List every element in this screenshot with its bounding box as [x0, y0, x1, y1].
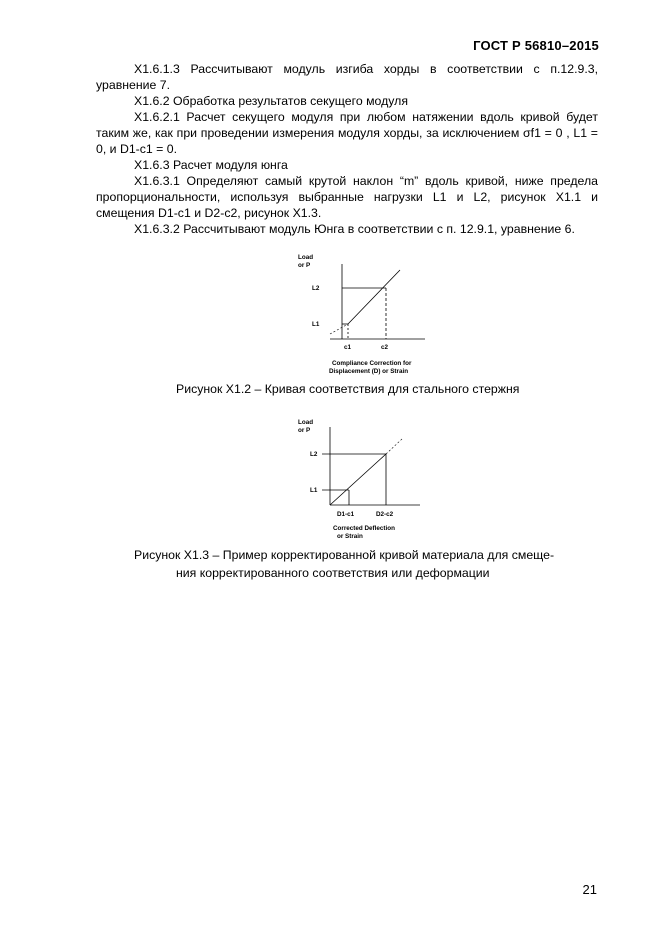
- figure-x1-2-diagram: [290, 252, 440, 377]
- paragraph-x1-6-1-3: Х1.6.1.3 Рассчитывают модуль изгиба хорды в соответствии с п.12.9.3, уравнение 7.: [96, 62, 598, 92]
- fig2-tick-d1-c1: D1-c1: [337, 511, 355, 518]
- figure-x1-3-diagram: [290, 417, 440, 542]
- figure-x1-2: [290, 252, 440, 382]
- figure-x1-3: [290, 417, 440, 547]
- fig1-y-label-line2: or P: [298, 262, 311, 269]
- fig2-y-label-line2: or P: [298, 427, 311, 434]
- fig1-tick-l2: L2: [312, 285, 320, 292]
- fig1-linear-curve: [348, 270, 400, 324]
- fig1-tick-c2: c2: [381, 344, 389, 351]
- fig2-x-label-line1: Corrected Deflection: [333, 525, 395, 532]
- figure-x1-2-caption: Рисунок Х1.2 – Кривая соответствия для стального стержня: [176, 382, 520, 396]
- page-number: 21: [582, 882, 597, 897]
- fig2-x-label-line2: or Strain: [337, 533, 363, 540]
- fig1-tick-c1: c1: [344, 344, 352, 351]
- paragraph-x1-6-3-1: Х1.6.3.1 Определяют самый крутой наклон “m” вдоль кривой, ниже предела пропорциональности, используя выбранные нагрузки L1 и L2, рисунок Х1.1 и смещения D1-c1 и D2-c2, рисунок Х1.3.: [96, 174, 598, 220]
- fig2-tick-d2-c2: D2-c2: [376, 511, 394, 518]
- fig1-x-label-line1: Compliance Correction for: [332, 360, 412, 367]
- fig1-curve-toe: [330, 324, 348, 334]
- fig1-tick-l1: L1: [312, 321, 320, 328]
- paragraph-x1-6-3-2: Х1.6.3.2 Рассчитывают модуль Юнга в соответствии с п. 12.9.1, уравнение 6.: [134, 222, 575, 236]
- fig2-tick-l1: L1: [310, 487, 318, 494]
- fig2-tick-l2: L2: [310, 451, 318, 458]
- fig2-linear-curve: [330, 454, 386, 505]
- paragraph-x1-6-2-1: Х1.6.2.1 Расчет секущего модуля при любом натяжении вдоль кривой будет таким же, как при проведении измерения модуля хорды, за исключением σf1 = 0 , L1 = 0, и D1-c1 = 0.: [96, 110, 598, 156]
- fig1-x-label-line2: Displacement (D) or Strain: [329, 368, 409, 375]
- fig2-curve-extension: [386, 439, 402, 454]
- paragraph-x1-6-2: Х1.6.2 Обработка результатов секущего модуля: [134, 94, 409, 108]
- fig2-y-label-line1: Load: [298, 419, 314, 426]
- figure-x1-3-caption-line2: ния корректированного соответствия или деформации: [176, 566, 490, 580]
- figure-x1-3-caption-line1: Рисунок Х1.3 – Пример корректированной кривой материала для смеще-: [134, 548, 555, 562]
- paragraph-x1-6-3: Х1.6.3 Расчет модуля юнга: [134, 158, 288, 172]
- fig1-y-label-line1: Load: [298, 254, 314, 261]
- body-text: [96, 61, 598, 237]
- document-standard-header: ГОСТ Р 56810–2015: [473, 38, 599, 53]
